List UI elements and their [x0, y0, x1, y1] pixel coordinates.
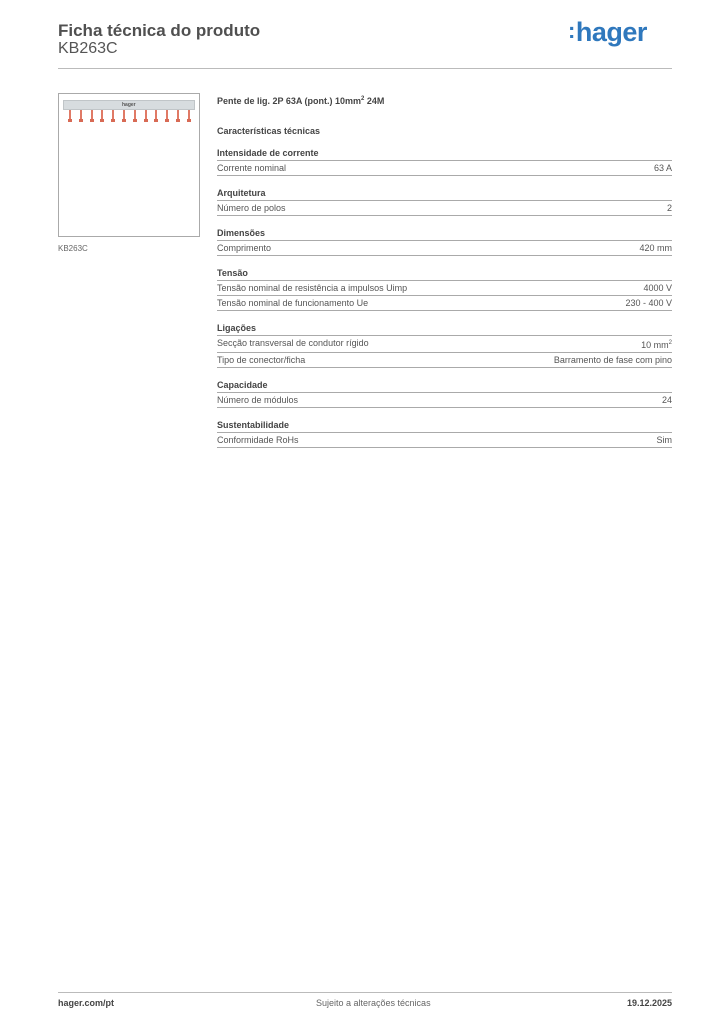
- hager-logo: :hager: [568, 17, 647, 47]
- spec-group-title: Capacidade: [217, 380, 672, 393]
- spec-value: [641, 338, 672, 350]
- header-divider: [58, 68, 672, 69]
- spec-group: [217, 420, 672, 448]
- spec-value: [662, 395, 672, 405]
- spec-value-text: 24: [661, 395, 672, 405]
- spec-value: [667, 203, 672, 213]
- busbar-pin: [80, 110, 82, 120]
- busbar-pin: [123, 110, 125, 120]
- spec-row: [217, 353, 672, 368]
- page-title: Ficha técnica do produto: [58, 21, 261, 40]
- spec-row: [217, 161, 672, 176]
- spec-label: Conformidade RoHs: [217, 435, 299, 445]
- footer-date: 19.12.2025: [626, 998, 672, 1008]
- spec-row: [217, 296, 672, 311]
- busbar-pin: [177, 110, 179, 120]
- spec-value-text: 2: [666, 203, 672, 213]
- spec-group: [217, 323, 672, 368]
- spec-group: [217, 188, 672, 216]
- spec-label: Tipo de conector/ficha: [217, 355, 306, 365]
- spec-row: [217, 393, 672, 408]
- spec-group: [217, 380, 672, 408]
- spec-group-title: Tensão: [217, 268, 672, 281]
- footer-divider: [58, 992, 672, 993]
- product-name-suffix: 24M: [364, 96, 385, 106]
- busbar-pin: [69, 110, 71, 120]
- spec-row: [217, 241, 672, 256]
- spec-label: Comprimento: [217, 243, 272, 253]
- spec-value: [657, 435, 673, 445]
- spec-value-text: 4000 V: [643, 283, 672, 293]
- busbar-pin: [112, 110, 114, 120]
- busbar-pin: [91, 110, 93, 120]
- busbar-pin: [101, 110, 103, 120]
- spec-group-title: Arquitetura: [217, 188, 672, 201]
- busbar-body: [63, 100, 195, 110]
- busbar-pin: [155, 110, 157, 120]
- spec-group-title: Dimensões: [217, 228, 672, 241]
- spec-row: [217, 201, 672, 216]
- spec-value: [554, 355, 672, 365]
- spec-group-title: Sustentabilidade: [217, 420, 672, 433]
- product-code: KB263C: [58, 40, 118, 57]
- spec-value-text: Sim: [656, 435, 672, 445]
- product-name: [217, 96, 672, 126]
- spec-value: [639, 243, 672, 253]
- spec-value-sup: 2: [668, 340, 672, 346]
- spec-value: [625, 298, 672, 308]
- spec-group-title: Intensidade de corrente: [217, 148, 672, 161]
- spec-value-text: Barramento de fase com pino: [553, 355, 672, 365]
- footer-notice: Sujeito a alterações técnicas: [316, 998, 431, 1008]
- spec-label: Tensão nominal de resistência a impulsos Uimp: [217, 283, 408, 293]
- spec-value: [654, 163, 672, 173]
- spec-content: [217, 96, 672, 448]
- spec-value-text: 63 A: [653, 163, 672, 173]
- busbar-pin: [145, 110, 147, 120]
- spec-group: [217, 268, 672, 311]
- busbar-pins: [65, 110, 193, 122]
- logo-text: hager: [575, 17, 647, 47]
- busbar-pin: [188, 110, 190, 120]
- section-title: Características técnicas: [217, 126, 321, 136]
- image-caption: KB263C: [58, 244, 88, 253]
- spec-group: [217, 228, 672, 256]
- spec-label: Número de módulos: [217, 395, 299, 405]
- footer-website[interactable]: hager.com/pt: [58, 998, 115, 1008]
- spec-value: [643, 283, 672, 293]
- spec-groups: [217, 148, 672, 448]
- spec-label: Corrente nominal: [217, 163, 287, 173]
- spec-label: Número de polos: [217, 203, 286, 213]
- spec-group-title: Ligações: [217, 323, 672, 336]
- spec-row: [217, 336, 672, 353]
- product-name-text: Pente de lig. 2P 63A (pont.) 10mm: [217, 96, 362, 106]
- busbar-pin: [166, 110, 168, 120]
- spec-group: [217, 148, 672, 176]
- spec-value-text: 10 mm: [641, 340, 669, 350]
- spec-label: Secção transversal de condutor rígido: [217, 338, 369, 348]
- busbar-pin: [134, 110, 136, 120]
- spec-label: Tensão nominal de funcionamento Ue: [217, 298, 369, 308]
- product-name-sup: 2: [361, 96, 365, 102]
- product-image: [58, 93, 200, 237]
- spec-value-text: 420 mm: [639, 243, 672, 253]
- spec-row: [217, 433, 672, 448]
- spec-value-text: 230 - 400 V: [625, 298, 672, 308]
- busbar-label: hager: [122, 102, 136, 108]
- spec-row: [217, 281, 672, 296]
